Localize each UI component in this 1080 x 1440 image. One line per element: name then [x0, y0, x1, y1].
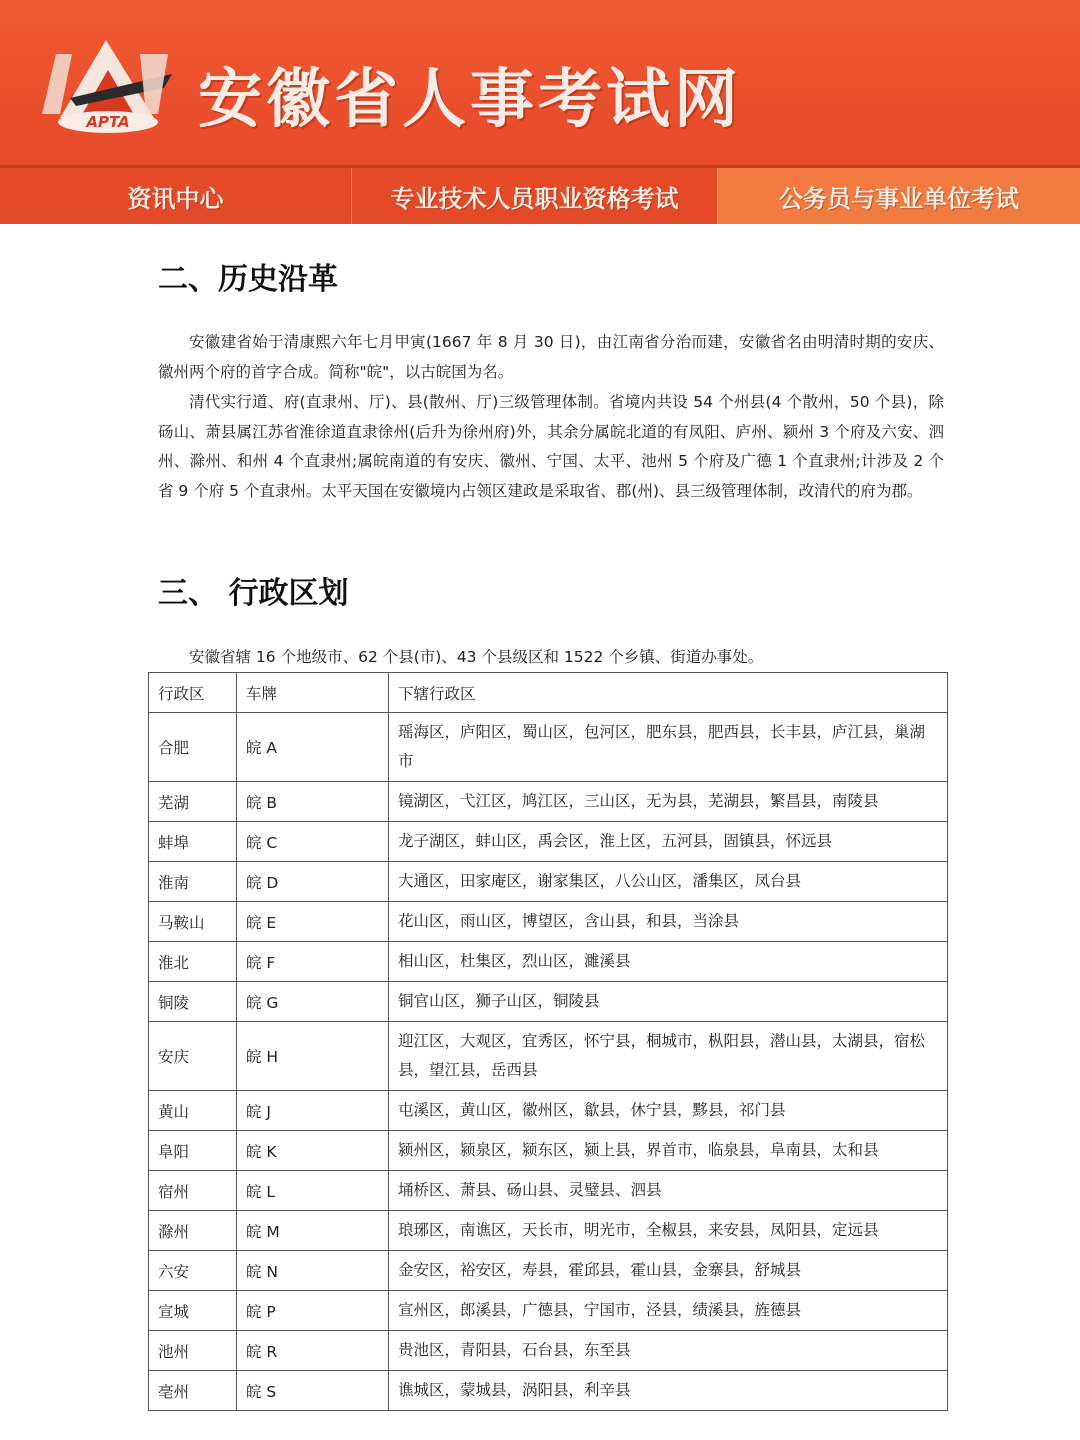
- city-cell: 亳州: [149, 1371, 237, 1411]
- districts-cell: 颍州区，颍泉区，颍东区，颍上县，界首市，临泉县，阜南县，太和县: [389, 1131, 948, 1171]
- division-table: [148, 672, 948, 1411]
- site-header: [0, 0, 1080, 168]
- city-cell: 蚌埠: [149, 822, 237, 862]
- nav-item-professional-exam[interactable]: 专业技术人员职业资格考试: [352, 168, 718, 224]
- districts-cell: 龙子湖区，蚌山区，禹会区，淮上区，五河县，固镇县，怀远县: [389, 822, 948, 862]
- plate-cell: 皖 G: [237, 982, 389, 1022]
- plate-cell: 皖 K: [237, 1131, 389, 1171]
- plate-cell: 皖 R: [237, 1331, 389, 1371]
- table-row: [149, 822, 948, 862]
- table-header-row: [149, 673, 948, 713]
- plate-cell: 皖 H: [237, 1022, 389, 1091]
- table-row: [149, 862, 948, 902]
- main-nav: [0, 168, 1080, 224]
- districts-cell: 金安区，裕安区，寿县，霍邱县，霍山县，金寨县，舒城县: [389, 1251, 948, 1291]
- city-cell: 安庆: [149, 1022, 237, 1091]
- plate-cell: 皖 A: [237, 713, 389, 782]
- table-row: [149, 1291, 948, 1331]
- column-header-plate: 车牌: [237, 673, 389, 713]
- city-cell: 淮北: [149, 942, 237, 982]
- apta-logo-icon[interactable]: [36, 36, 178, 136]
- districts-cell: 铜官山区，狮子山区，铜陵县: [389, 982, 948, 1022]
- table-row: [149, 1371, 948, 1411]
- districts-cell: 屯溪区，黄山区，徽州区，歙县，休宁县，黟县，祁门县: [389, 1091, 948, 1131]
- city-cell: 滁州: [149, 1211, 237, 1251]
- table-row: [149, 1251, 948, 1291]
- table-row: [149, 1331, 948, 1371]
- nav-item-civil-service-exam[interactable]: 公务员与事业单位考试: [718, 168, 1080, 224]
- plate-cell: 皖 C: [237, 822, 389, 862]
- table-row: [149, 1171, 948, 1211]
- plate-cell: 皖 D: [237, 862, 389, 902]
- city-cell: 池州: [149, 1331, 237, 1371]
- history-heading: 二、历史沿革: [158, 262, 338, 297]
- table-row: [149, 942, 948, 982]
- history-paragraph-2: 清代实行道、府(直隶州、厅)、县(散州、厅)三级管理体制。省境内共设 54 个州县(4 个散州，50 个县)，除砀山、萧县属江苏省淮徐道直隶徐州(后升为徐州府)外，其余分属皖北道的有凤阳、庐州、颍州 3 个府及六安、泗州、滁州、和州 4 个直隶州;属皖南道的有安庆、徽州、宁国、太平、池州 5 个府及广德 1 个直隶州;计涉及 2 个省 9 个府 5 个直隶州。太平天国在安徽境内占领区建政是采取省、郡(州)、县三级管理体制，改清代的府为郡。: [158, 393, 944, 500]
- plate-cell: 皖 B: [237, 782, 389, 822]
- city-cell: 阜阳: [149, 1131, 237, 1171]
- division-intro: 安徽省辖 16 个地级市、62 个县(市)、43 个县级区和 1522 个乡镇、街道办事处。: [189, 648, 764, 666]
- districts-cell: 宣州区，郎溪县，广德县，宁国市，泾县，绩溪县，旌德县: [389, 1291, 948, 1331]
- districts-cell: 大通区，田家庵区，谢家集区，八公山区，潘集区，凤台县: [389, 862, 948, 902]
- plate-cell: 皖 J: [237, 1091, 389, 1131]
- column-header-districts: 下辖行政区: [389, 673, 948, 713]
- table-row: [149, 902, 948, 942]
- table-row: [149, 1131, 948, 1171]
- city-cell: 合肥: [149, 713, 237, 782]
- city-cell: 芜湖: [149, 782, 237, 822]
- city-cell: 铜陵: [149, 982, 237, 1022]
- plate-cell: 皖 M: [237, 1211, 389, 1251]
- table-row: [149, 713, 948, 782]
- districts-cell: 镜湖区，弋江区，鸠江区，三山区，无为县，芜湖县，繁昌县，南陵县: [389, 782, 948, 822]
- city-cell: 宣城: [149, 1291, 237, 1331]
- districts-cell: 迎江区，大观区，宜秀区，怀宁县，桐城市，枞阳县，潜山县，太湖县，宿松县，望江县，岳西县: [389, 1022, 948, 1091]
- plate-cell: 皖 S: [237, 1371, 389, 1411]
- table-row: [149, 1091, 948, 1131]
- site-title: 安徽省人事考试网: [198, 63, 742, 137]
- city-cell: 马鞍山: [149, 902, 237, 942]
- city-cell: 淮南: [149, 862, 237, 902]
- districts-cell: 谯城区，蒙城县，涡阳县，利辛县: [389, 1371, 948, 1411]
- districts-cell: 相山区，杜集区，烈山区，濉溪县: [389, 942, 948, 982]
- plate-cell: 皖 E: [237, 902, 389, 942]
- plate-cell: 皖 L: [237, 1171, 389, 1211]
- plate-cell: 皖 P: [237, 1291, 389, 1331]
- table-row: [149, 982, 948, 1022]
- column-header-city: 行政区: [149, 673, 237, 713]
- division-heading: 三、 行政区划: [158, 576, 349, 611]
- districts-cell: 琅琊区，南谯区，天长市，明光市，全椒县，来安县，凤阳县，定远县: [389, 1211, 948, 1251]
- table-row: [149, 1211, 948, 1251]
- table-row: [149, 1022, 948, 1091]
- logo-text: APTA: [86, 113, 130, 131]
- history-paragraph-1: 安徽建省始于清康熙六年七月甲寅(1667 年 8 月 30 日)，由江南省分治而建，安徽省名由明清时期的安庆、徽州两个府的首字合成。简称"皖"，以古皖国为名。: [158, 333, 944, 381]
- nav-item-news[interactable]: 资讯中心: [0, 168, 352, 224]
- districts-cell: 埇桥区、萧县、砀山县、灵璧县、泗县: [389, 1171, 948, 1211]
- plate-cell: 皖 F: [237, 942, 389, 982]
- plate-cell: 皖 N: [237, 1251, 389, 1291]
- city-cell: 宿州: [149, 1171, 237, 1211]
- city-cell: 黄山: [149, 1091, 237, 1131]
- city-cell: 六安: [149, 1251, 237, 1291]
- districts-cell: 花山区，雨山区，博望区，含山县，和县，当涂县: [389, 902, 948, 942]
- districts-cell: 瑶海区，庐阳区，蜀山区，包河区，肥东县，肥西县，长丰县，庐江县，巢湖市: [389, 713, 948, 782]
- table-row: [149, 782, 948, 822]
- districts-cell: 贵池区，青阳县，石台县，东至县: [389, 1331, 948, 1371]
